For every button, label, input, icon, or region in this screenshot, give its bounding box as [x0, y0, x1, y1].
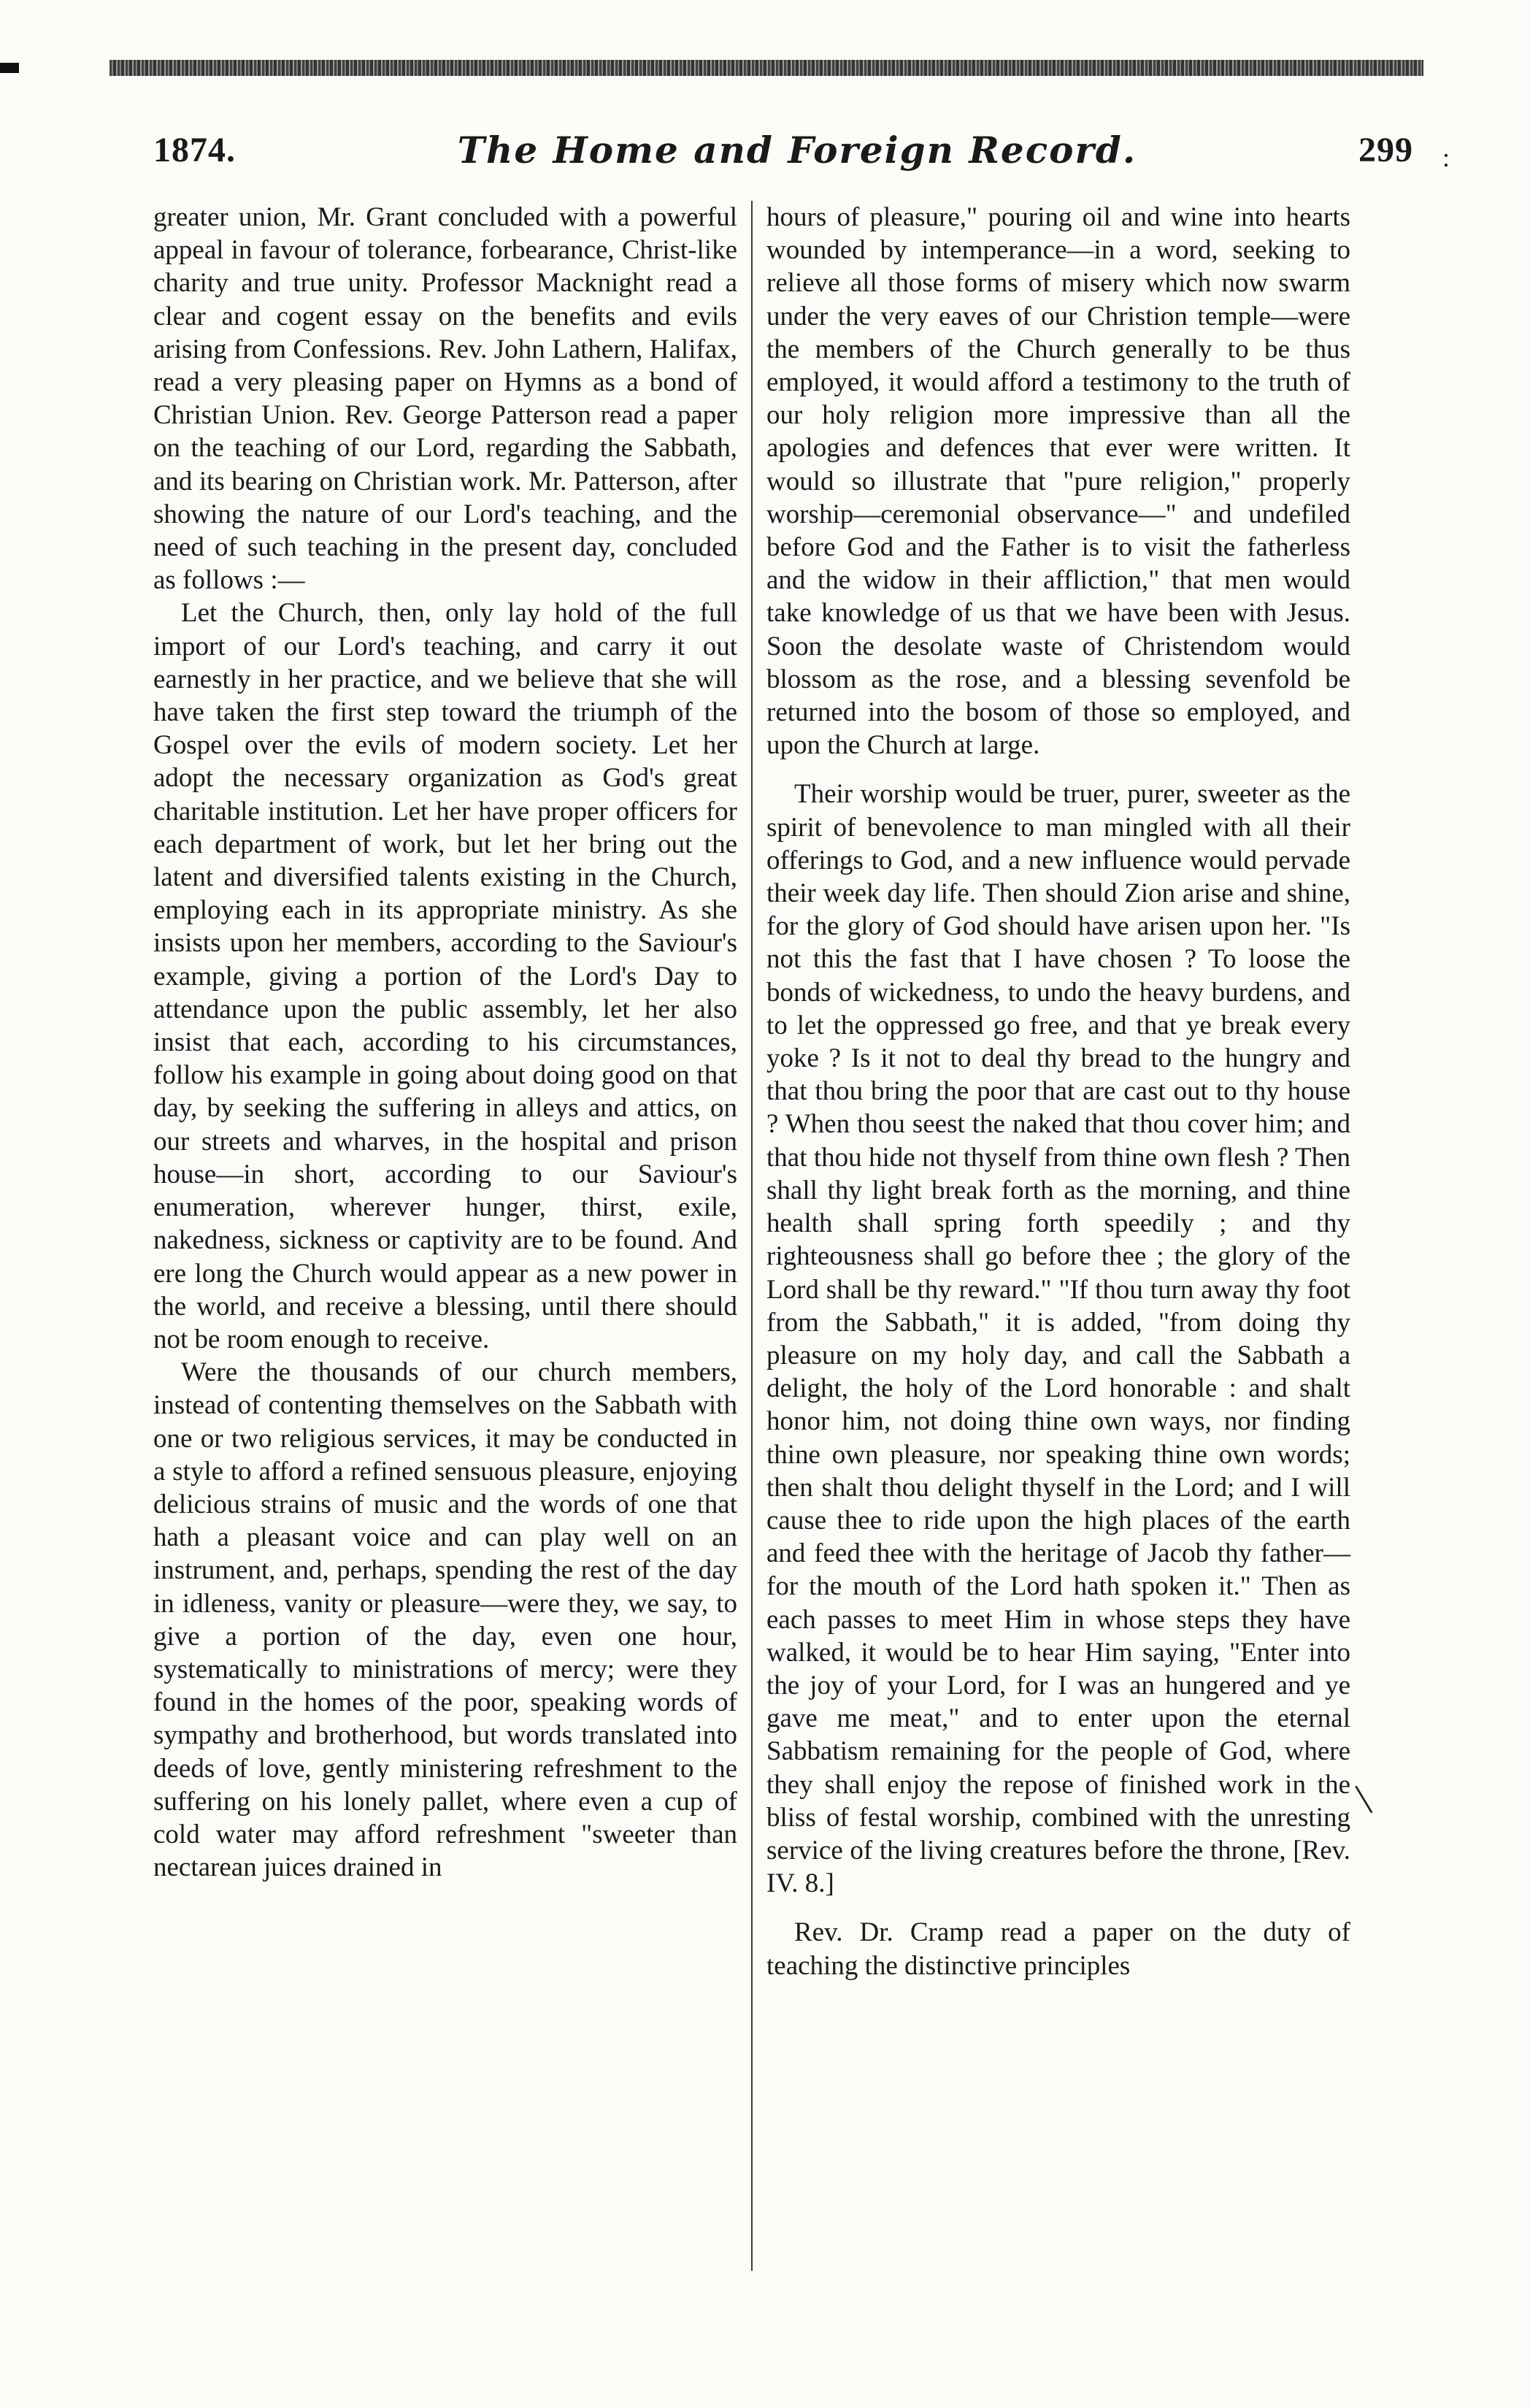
paragraph: Were the thousands of our church members, instead of contenting themselves on the Sabbath with one or two religious services, it may be conducted in a style to afford a refined sensuous pleasure, enjoying delicious strains of music and the words of one that hath a pleasant voice and can play well on an instrument, and, perhaps, spending the rest of the day in idleness, vanity or pleasure—were they, we say, to give a portion of the day, even one hour, systematically to ministrations of mercy; were they found in the homes of the poor, speaking words of sympathy and brotherhood, but words translated into deeds of love, gently ministering refreshment to the suffering on his lonely pallet, where even a cup of cold water may afford refreshment "sweeter than nectarean juices drained in	[153, 1357, 737, 1883]
paragraph: hours of pleasure," pouring oil and wine into hearts wounded by intemperance—in a word, seeking to relieve all those forms of misery which now swarm under the very eaves of our Christion temple—were the members of the Church generally to be thus employed, it would afford a testimony to the truth of our holy religion more impressive than all the apologies and defences that ever were written. It would so illustrate that "pure religion," properly worship—ceremonial observance—" and undefiled before God and the Father is to visit the fatherless and the widow in their affliction," that men would take knowledge of us that we have been with Jesus. Soon the desolate waste of Christendom would blossom as the rose, and a blessing sevenfold be returned into the bosom of those so employed, and upon the Church at large.	[766, 202, 1350, 761]
scan-border-bar	[109, 60, 1423, 76]
left-column	[153, 201, 737, 1884]
margin-dots: :	[1442, 143, 1450, 172]
right-column	[766, 201, 1350, 1982]
header-year: 1874.	[153, 130, 236, 169]
scan-edge-mark	[0, 63, 19, 73]
journal-title: The Home and Foreign Record.	[457, 128, 1137, 172]
paragraph: Let the Church, then, only lay hold of the full import of our Lord's teaching, and carry it out earnestly in her practice, and we believe that she will have taken the first step toward the triumph of the Gospel over the evils of modern society. Let her adopt the necessary organization as God's great charitable institution. Let her have proper officers for each department of work, but let her bring out the latent and diversified talents existing in the Church, employing each in its appropriate ministry. As she insists upon her members, according to the Saviour's example, giving a portion of the Lord's Day to attendance upon the public assembly, let her also insist that each, according to his circumstances, follow his example in going about doing good on that day, by seeking the suffering in alleys and attics, on our streets and wharves, in the hospital and prison house—in short, according to our Saviour's enumeration, wherever hunger, thirst, exile, nakedness, sickness or captivity are to be found. And ere long the Church would appear as a new power in the world, and receive a blessing, until there should not be room enough to receive.	[153, 598, 737, 1354]
column-divider	[751, 201, 753, 2271]
page-header	[153, 120, 1413, 179]
paragraph: greater union, Mr. Grant concluded with a powerful appeal in favour of tolerance, forbearance, Christ-like charity and true unity. Professor Macknight read a clear and cogent essay on the benefits and evils arising from Confessions. Rev. John Lathern, Halifax, read a very pleasing paper on Hymns as a bond of Christian Union. Rev. George Patterson read a paper on the teaching of our Lord, regarding the Sabbath, and its bearing on Christian work. Mr. Patterson, after showing the nature of our Lord's teaching, and the need of such teaching in the present day, concluded as follows :—	[153, 202, 737, 596]
paragraph: Rev. Dr. Cramp read a paper on the duty of teaching the distinctive principles	[766, 1917, 1350, 1981]
paragraph: Their worship would be truer, purer, sweeter as the spirit of benevolence to man mingled with all their offerings to God, and a new influence would pervade their week day life. Then should Zion arise and shine, for the glory of God should have arisen upon her. "Is not this the fast that I have chosen ? To loose the bonds of wickedness, to undo the heavy burdens, and to let the oppressed go free, and that ye break every yoke ? Is it not to deal thy bread to the hungry and that thou bring the poor that are cast out to thy house ? When thou seest the naked that thou cover him; and that thou hide not thyself from thine own flesh ? Then shall thy light break forth as the morning, and thine health shall spring forth speedily ; and thy righteousness shall go before thee ; the glory of the Lord shall be thy reward." "If thou turn away thy foot from the Sabbath," it is added, "from doing thy pleasure on my holy day, and call the Sabbath a delight, the holy of the Lord honorable : and shalt honor him, not doing thine own ways, nor finding thine own pleasure, nor speaking thine own words; then shalt thou delight thyself in the Lord; and I will cause thee to ride upon the high places of the earth and feed thee with the heritage of Jacob thy father—for the mouth of the Lord hath spoken it." Then as each passes to meet Him in whose steps they have walked, it would be to hear Him saying, "Enter into the joy of your Lord, for I was an hungered and ye gave me meat," and to enter upon the eternal Sabbatism remaining for the people of God, where they shall enjoy the repose of finished work in the bliss of festal worship, combined with the unresting service of the living creatures before the throne, [Rev. IV. 8.]	[766, 779, 1350, 1899]
page-number: 299	[1358, 130, 1413, 169]
margin-pen-mark: \	[1353, 1774, 1375, 1825]
